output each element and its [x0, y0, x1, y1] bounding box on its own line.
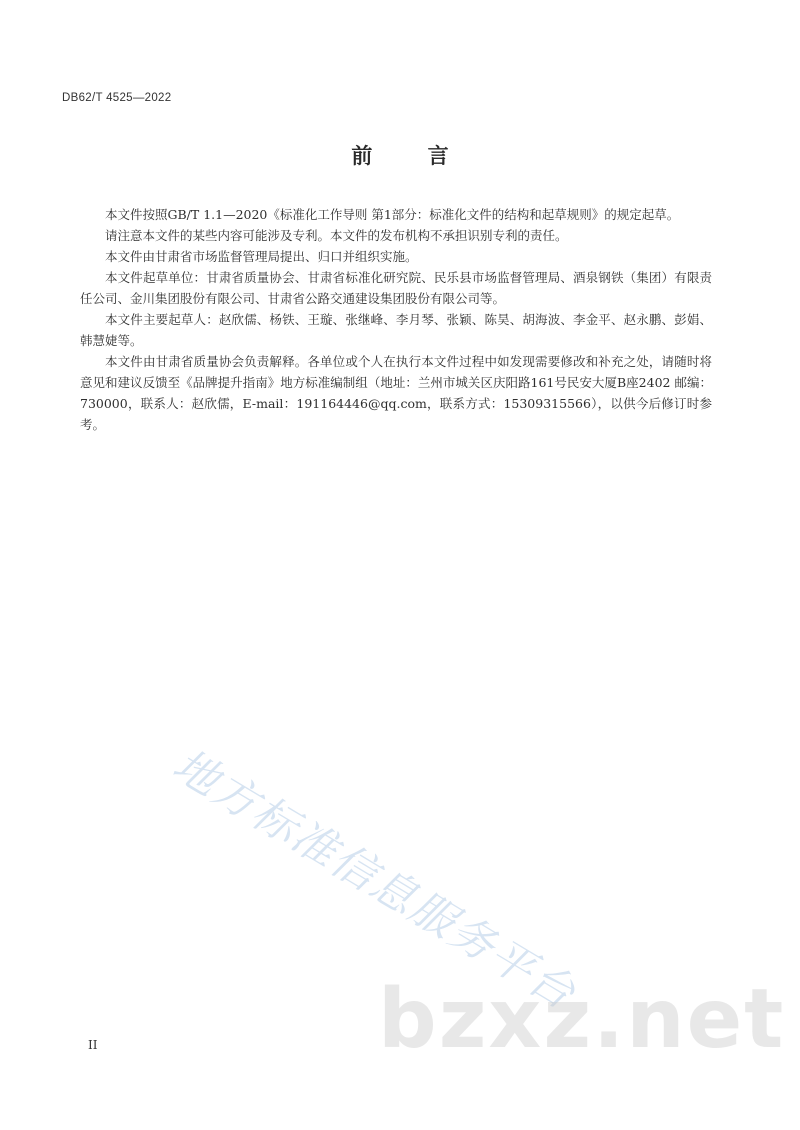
paragraph-proposer: 本文件由甘肃省市场监督管理局提出、归口并组织实施。: [105, 249, 418, 264]
paragraph-drafting-rules: 本文件按照GB/T 1.1—2020《标准化工作导则 第1部分：标准化文件的结构和起草规则》的规定起草。: [105, 207, 680, 222]
document-code: DB62/T 4525—2022: [62, 92, 172, 104]
paragraph-drafting-units: 本文件起草单位：甘肃省质量协会、甘肃省标准化研究院、民乐县市场监督管理局、酒泉钢铁（集团）有限责任公司、金川集团股份有限公司、甘肃省公路交通建设集团股份有限公司等。: [80, 270, 712, 306]
page-title: 前 言: [351, 144, 473, 168]
watermark-site-logo: bzxz.net: [378, 972, 786, 1067]
paragraph-patent-notice: 请注意本文件的某些内容可能涉及专利。本文件的发布机构不承担识别专利的责任。: [105, 228, 568, 243]
watermark-platform-name: 地方标准信息服务平台: [164, 739, 585, 1021]
paragraph-interpretation: 本文件由甘肃省质量协会负责解释。各单位或个人在执行本文件过程中如发现需要修改和补充之处，请随时将意见和建议反馈至《品牌提升指南》地方标准编制组（地址：兰州市城关区庆阳路161号民安大厦B座2402 邮编：730000，联系人：赵欣儒，E-mail：191164446@qq.com，联系方式：15309315566），以供今后修订时参考。: [80, 354, 712, 432]
paragraph-drafters: 本文件主要起草人：赵欣儒、杨铁、王璇、张继峰、李月琴、张颖、陈昊、胡海波、李金平、赵永鹏、彭娟、韩慧婕等。: [80, 312, 712, 348]
page-number: II: [88, 1038, 98, 1052]
foreword-body: [80, 204, 712, 435]
